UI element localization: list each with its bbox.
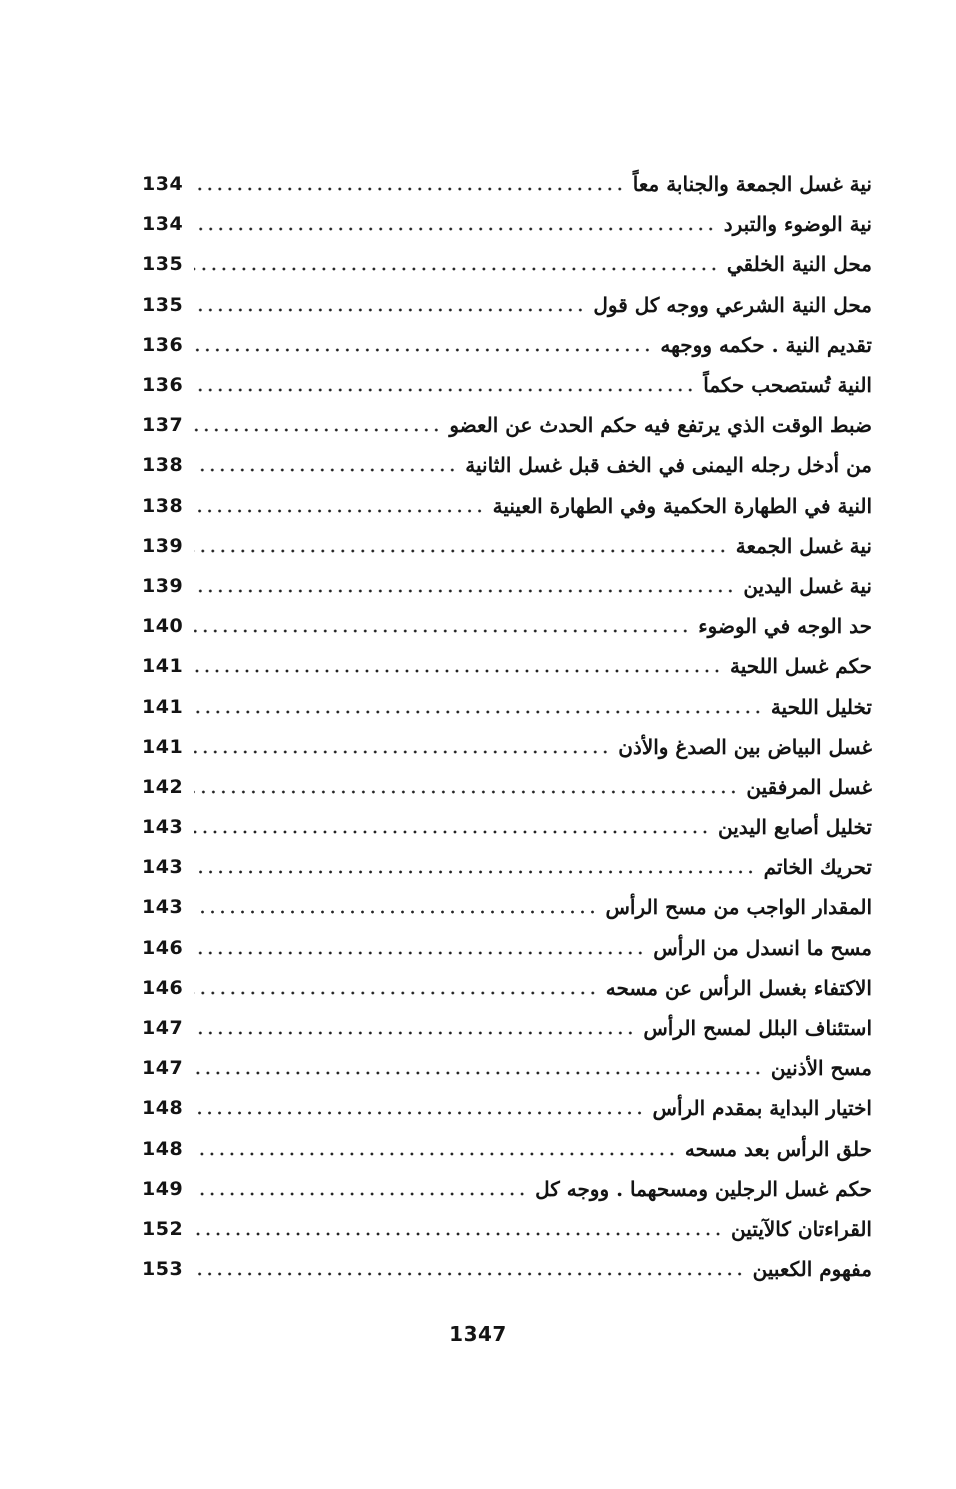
toc-entry-title: القراءتان كالآيتين: [731, 1216, 872, 1241]
toc-entry-title: مسح ما انسدل من الرأس: [653, 935, 872, 960]
toc-entry-title: الاكتفاء بغسل الرأس عن مسحه: [605, 975, 872, 1000]
toc-entry: [142, 1088, 872, 1128]
toc-entry-page-number: 146: [142, 976, 184, 999]
dot-leader: [194, 1151, 677, 1157]
toc-entry: [142, 847, 872, 887]
toc-entry: [142, 365, 872, 405]
dot-leader: [194, 1231, 723, 1237]
toc-entry: [142, 727, 872, 767]
toc-entry: [142, 646, 872, 686]
toc-entry-title: نية غسل الجمعة: [735, 533, 872, 558]
toc-entry-title: النية في الطهارة الحكمية وفي الطهارة العينية: [492, 493, 872, 518]
toc-entry: [142, 606, 872, 646]
dot-leader: [194, 1070, 763, 1076]
toc-entry-title: النية تُستصحب حكماً: [703, 373, 872, 398]
dot-leader: [194, 1271, 745, 1277]
toc-entry-title: غسل البياض بين الصدغ والأذن: [618, 734, 872, 759]
dot-leader: [194, 1191, 527, 1197]
toc-entry-title: حد الوجه في الوضوء: [698, 614, 872, 639]
toc-entry-title: المقدار الواجب من مسح الرأس: [605, 895, 872, 920]
dot-leader: [194, 789, 738, 795]
toc-entry: [142, 767, 872, 807]
toc-entry-title: محل النية الخلقي: [726, 252, 872, 277]
toc-entry: [142, 1209, 872, 1249]
toc-entry: [142, 1169, 872, 1209]
toc-entry-page-number: 141: [142, 655, 184, 678]
toc-entry: [142, 204, 872, 244]
toc-entry: [142, 285, 872, 325]
toc-entry-title: حكم غسل اللحية: [729, 654, 872, 679]
dot-leader: [194, 387, 695, 393]
dot-leader: [194, 668, 722, 674]
toc-entry: [142, 566, 872, 606]
toc-entry: [142, 1249, 872, 1289]
toc-entry: [142, 1048, 872, 1088]
toc-entry-page-number: 137: [142, 414, 184, 437]
toc-entry-page-number: 146: [142, 936, 184, 959]
toc-entry-title: من أدخل رجله اليمنى في الخف قبل غسل الثانية: [465, 453, 872, 478]
toc-entry-page-number: 139: [142, 534, 184, 557]
toc-entry-title: مسح الأذنين: [770, 1056, 872, 1081]
dot-leader: [194, 307, 585, 313]
dot-leader: [194, 588, 735, 594]
toc-entry: [142, 405, 872, 445]
toc-entry: [142, 807, 872, 847]
dot-leader: [194, 909, 598, 915]
toc-entry-title: تقديم النية . حكمه ووجهه: [660, 332, 872, 357]
dot-leader: [194, 829, 710, 835]
dot-leader: [194, 266, 719, 272]
toc-entry: [142, 1008, 872, 1048]
toc-entry-page-number: 141: [142, 695, 184, 718]
toc-entry-page-number: 143: [142, 816, 184, 839]
toc-entry: [142, 164, 872, 204]
dot-leader: [194, 467, 457, 473]
toc-entry-title: محل النية الشرعي ووجه كل قول: [593, 292, 872, 317]
toc-entry: [142, 445, 872, 485]
page-number: 1347: [449, 1322, 507, 1346]
toc-entry-title: غسل المرفقين: [746, 774, 872, 799]
toc-entry-page-number: 139: [142, 574, 184, 597]
toc-entry: [142, 887, 872, 927]
dot-leader: [194, 1110, 645, 1116]
toc-entry-title: تخليل اللحية: [770, 694, 872, 719]
toc-entry-title: تحريك الخاتم: [763, 855, 872, 880]
toc-entry-page-number: 143: [142, 856, 184, 879]
dot-leader: [194, 1030, 635, 1036]
toc-entry: [142, 325, 872, 365]
dot-leader: [194, 347, 652, 353]
toc-entry-title: تخليل أصابع اليدين: [717, 815, 872, 840]
toc-entry-page-number: 140: [142, 615, 184, 638]
toc-entry-page-number: 141: [142, 735, 184, 758]
toc-entry-page-number: 147: [142, 1017, 184, 1040]
dot-leader: [194, 869, 756, 875]
toc-entry-page-number: 136: [142, 333, 184, 356]
dot-leader: [194, 628, 690, 634]
toc-entry: [142, 968, 872, 1008]
dot-leader: [194, 548, 728, 554]
toc-entry: [142, 1129, 872, 1169]
toc-entry-page-number: 138: [142, 454, 184, 477]
toc-entry-page-number: 148: [142, 1097, 184, 1120]
toc-entry-page-number: 148: [142, 1137, 184, 1160]
dot-leader: [194, 427, 441, 433]
toc-entry-page-number: 134: [142, 213, 184, 236]
toc-entry-page-number: 149: [142, 1177, 184, 1200]
dot-leader: [194, 186, 625, 192]
toc-entry: [142, 244, 872, 284]
toc-entry-title: نية غسل الجمعة والجنابة معاً: [632, 172, 872, 197]
toc-entry-title: مفهوم الكعبين: [752, 1257, 872, 1282]
dot-leader: [194, 950, 645, 956]
dot-leader: [194, 709, 763, 715]
toc-entry-title: حلق الرأس بعد مسحه: [684, 1136, 872, 1161]
dot-leader: [194, 749, 610, 755]
toc-entry-page-number: 135: [142, 293, 184, 316]
toc-entry-title: استئناف البلل لمسح الرأس: [643, 1016, 872, 1041]
toc-entry-page-number: 153: [142, 1258, 184, 1281]
toc-entry-page-number: 136: [142, 374, 184, 397]
toc-entry-page-number: 134: [142, 173, 184, 196]
table-of-contents: [142, 164, 872, 1289]
toc-entry: [142, 526, 872, 566]
toc-entry-page-number: 135: [142, 253, 184, 276]
toc-entry-page-number: 147: [142, 1057, 184, 1080]
toc-entry-title: حكم غسل الرجلين ومسحهما . ووجه كل: [535, 1176, 872, 1201]
dot-leader: [194, 508, 485, 514]
toc-entry-page-number: 142: [142, 775, 184, 798]
toc-entry-title: نية الوضوء والتبرد: [723, 212, 872, 237]
toc-entry: [142, 486, 872, 526]
dot-leader: [194, 990, 598, 996]
toc-entry-page-number: 138: [142, 494, 184, 517]
dot-leader: [194, 226, 716, 232]
toc-entry-page-number: 143: [142, 896, 184, 919]
toc-entry: [142, 686, 872, 726]
toc-entry-title: ضبط الوقت الذي يرتفع فيه حكم الحدث عن العضو: [449, 413, 872, 438]
toc-entry: [142, 928, 872, 968]
toc-entry-title: اختيار البداية بمقدم الرأس: [652, 1096, 872, 1121]
toc-entry-page-number: 152: [142, 1217, 184, 1240]
toc-entry-title: نية غسل اليدين: [743, 573, 872, 598]
